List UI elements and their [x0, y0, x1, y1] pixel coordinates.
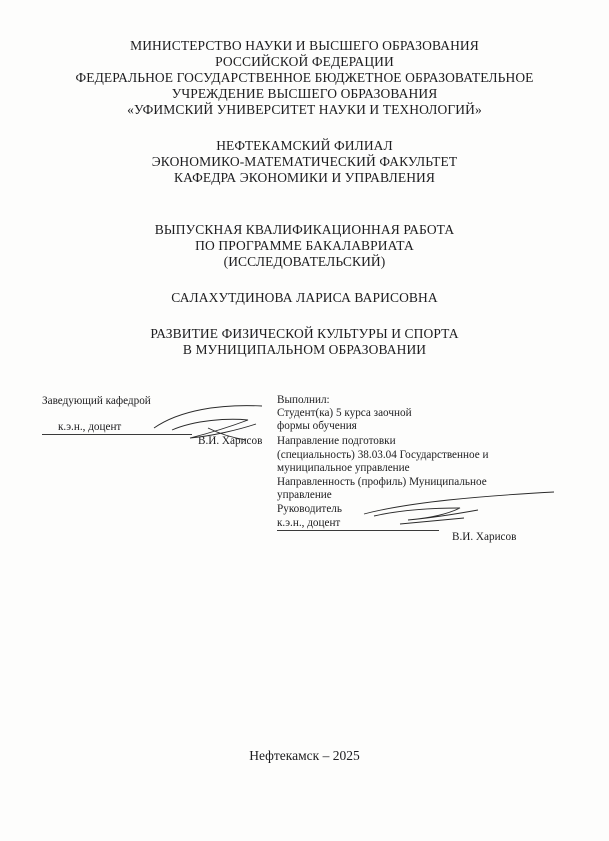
- study-form: формы обучения: [277, 420, 357, 432]
- completed-by-label: Выполнил:: [277, 394, 330, 406]
- profile-name: управление: [277, 489, 332, 501]
- supervisor-position: к.э.н., доцент: [277, 517, 341, 529]
- work-type-line: ПО ПРОГРАММЕ БАКАЛАВРИАТА: [195, 238, 414, 253]
- ministry-line: РОССИЙСКОЙ ФЕДЕРАЦИИ: [215, 54, 394, 69]
- work-type-line: ВЫПУСКНАЯ КВАЛИФИКАЦИОННАЯ РАБОТА: [154, 222, 455, 237]
- ministry-header: [0, 38, 609, 118]
- city-year: Нефтекамск – 2025: [249, 748, 360, 763]
- work-type: [0, 222, 609, 270]
- branch-name: НЕФТЕКАМСКИЙ ФИЛИАЛ: [216, 138, 393, 153]
- head-name: В.И. Харисов: [198, 435, 263, 447]
- author: [0, 290, 609, 306]
- ministry-line: УЧРЕЖДЕНИЕ ВЫСШЕГО ОБРАЗОВАНИЯ: [171, 86, 438, 101]
- topic-line: В МУНИЦИПАЛЬНОМ ОБРАЗОВАНИИ: [182, 342, 427, 357]
- supervisor-signature-icon: [360, 488, 560, 526]
- university-name: «УФИМСКИЙ УНИВЕРСИТЕТ НАУКИ И ТЕХНОЛОГИЙ»: [127, 102, 482, 117]
- supervisor-label: Руководитель: [277, 503, 342, 515]
- author-name: САЛАХУТДИНОВА ЛАРИСА ВАРИСОВНА: [171, 290, 438, 305]
- work-type-line: (ИССЛЕДОВАТЕЛЬСКИЙ): [223, 254, 386, 269]
- ministry-line: ФЕДЕРАЛЬНОЕ ГОСУДАРСТВЕННОЕ БЮДЖЕТНОЕ ОБРАЗОВАТЕЛЬНОЕ: [75, 70, 534, 85]
- head-of-department-label: Заведующий кафедрой: [42, 395, 151, 407]
- ministry-line: МИНИСТЕРСТВО НАУКИ И ВЫСШЕГО ОБРАЗОВАНИЯ: [130, 38, 479, 53]
- supervisor-name: В.И. Харисов: [452, 531, 517, 543]
- faculty-name: ЭКОНОМИКО-МАТЕМАТИЧЕСКИЙ ФАКУЛЬТЕТ: [151, 154, 458, 169]
- direction-label: Направление подготовки: [277, 435, 396, 447]
- department-name: КАФЕДРА ЭКОНОМИКИ И УПРАВЛЕНИЯ: [174, 170, 435, 185]
- signature-line: [42, 434, 192, 435]
- topic-line: РАЗВИТИЕ ФИЗИЧЕСКОЙ КУЛЬТУРЫ И СПОРТА: [150, 326, 459, 341]
- profile-label: Направленность (профиль) Муниципальное: [277, 476, 487, 488]
- student-course: Студент(ка) 5 курса заочной: [277, 407, 412, 419]
- thesis-topic: [0, 326, 609, 358]
- direction-code: (специальность) 38.03.04 Государственное и: [277, 449, 489, 461]
- head-position: к.э.н., доцент: [58, 421, 122, 433]
- direction-name: муниципальное управление: [277, 462, 410, 474]
- branch-header: [0, 138, 609, 186]
- signature-line: [277, 530, 439, 531]
